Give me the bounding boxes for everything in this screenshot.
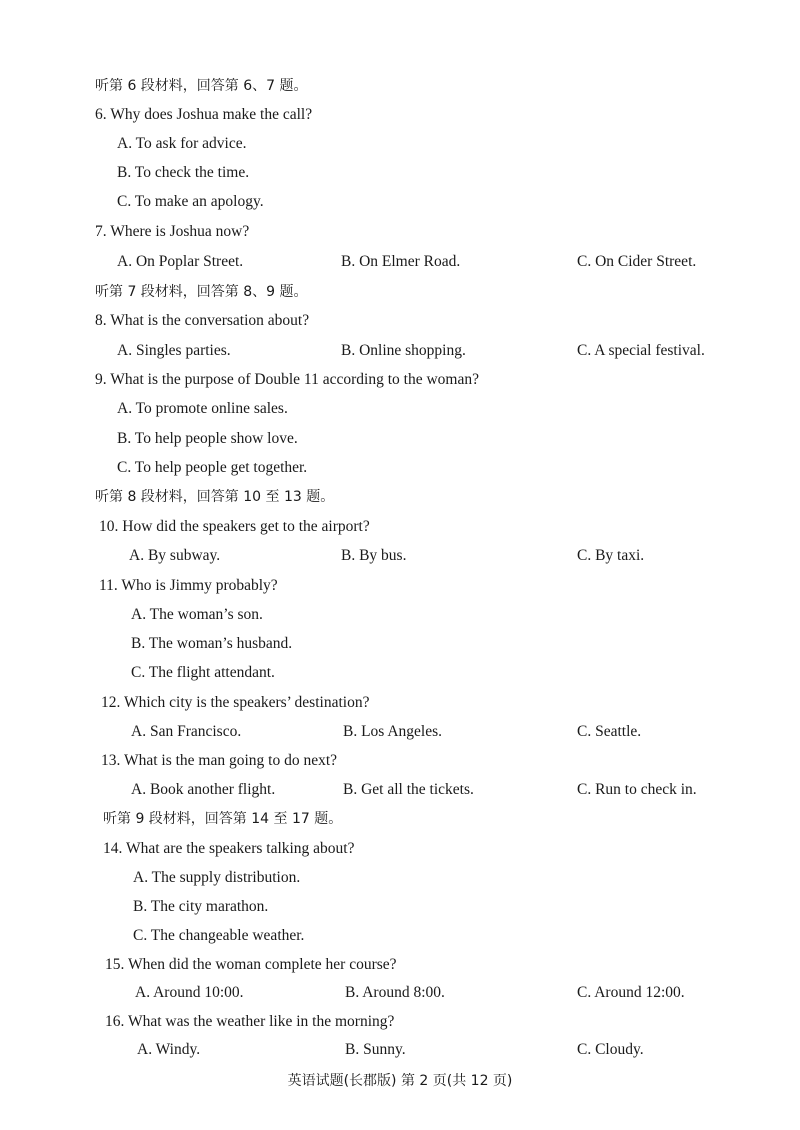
option: B. Sunny.: [345, 1041, 406, 1058]
question-stem: 12. Which city is the speakers’ destination?: [101, 694, 370, 711]
option: A. On Poplar Street.: [117, 253, 244, 270]
question-stem: 8. What is the conversation about?: [95, 312, 310, 329]
section-instruction: 听第 6 段材料，回答第 6、7 题。: [95, 78, 308, 94]
question-stem: 10. How did the speakers get to the airport?: [99, 518, 370, 535]
option: A. Windy.: [137, 1041, 201, 1058]
option: C. To help people get together.: [117, 459, 308, 476]
option: B. On Elmer Road.: [341, 253, 461, 270]
option: B. Get all the tickets.: [343, 781, 474, 798]
option: A. By subway.: [129, 547, 221, 564]
option: C. Cloudy.: [577, 1041, 644, 1058]
question-stem: 15. When did the woman complete her course?: [105, 956, 397, 973]
option: C. To make an apology.: [117, 193, 264, 210]
section-instruction: 听第 8 段材料，回答第 10 至 13 题。: [95, 489, 335, 505]
option: C. On Cider Street.: [577, 253, 697, 270]
option: A. Singles parties.: [117, 342, 231, 359]
question-stem: 14. What are the speakers talking about?: [103, 840, 355, 857]
option: B. To check the time.: [117, 164, 250, 181]
option: C. Around 12:00.: [577, 984, 685, 1001]
option: A. The supply distribution.: [133, 869, 301, 886]
option: C. Seattle.: [577, 723, 642, 740]
question-stem: 16. What was the weather like in the morning?: [105, 1013, 395, 1030]
option: B. The woman’s husband.: [131, 635, 293, 652]
question-stem: 6. Why does Joshua make the call?: [95, 106, 313, 123]
option: A. To ask for advice.: [117, 135, 247, 152]
option: B. The city marathon.: [133, 898, 269, 915]
option: B. Around 8:00.: [345, 984, 445, 1001]
option: C. The changeable weather.: [133, 927, 305, 944]
section-instruction: 听第 7 段材料，回答第 8、9 题。: [95, 284, 308, 300]
question-stem: 11. Who is Jimmy probably?: [99, 577, 278, 594]
option: C. Run to check in.: [577, 781, 697, 798]
option: A. The woman’s son.: [131, 606, 263, 623]
section-instruction: 听第 9 段材料，回答第 14 至 17 题。: [103, 811, 343, 827]
option: B. By bus.: [341, 547, 407, 564]
option: A. San Francisco.: [131, 723, 242, 740]
option: B. Online shopping.: [341, 342, 466, 359]
page-footer: 英语试题(长郡版) 第 2 页(共 12 页): [287, 1073, 513, 1089]
option: A. Around 10:00.: [135, 984, 244, 1001]
question-stem: 7. Where is Joshua now?: [95, 223, 250, 240]
question-stem: 13. What is the man going to do next?: [101, 752, 338, 769]
option: A. Book another flight.: [131, 781, 276, 798]
option: B. To help people show love.: [117, 430, 298, 447]
option: C. A special festival.: [577, 342, 705, 359]
question-stem: 9. What is the purpose of Double 11 according to the woman?: [95, 371, 479, 388]
option: C. The flight attendant.: [131, 664, 275, 681]
option: A. To promote online sales.: [117, 400, 288, 417]
option: C. By taxi.: [577, 547, 645, 564]
option: B. Los Angeles.: [343, 723, 443, 740]
